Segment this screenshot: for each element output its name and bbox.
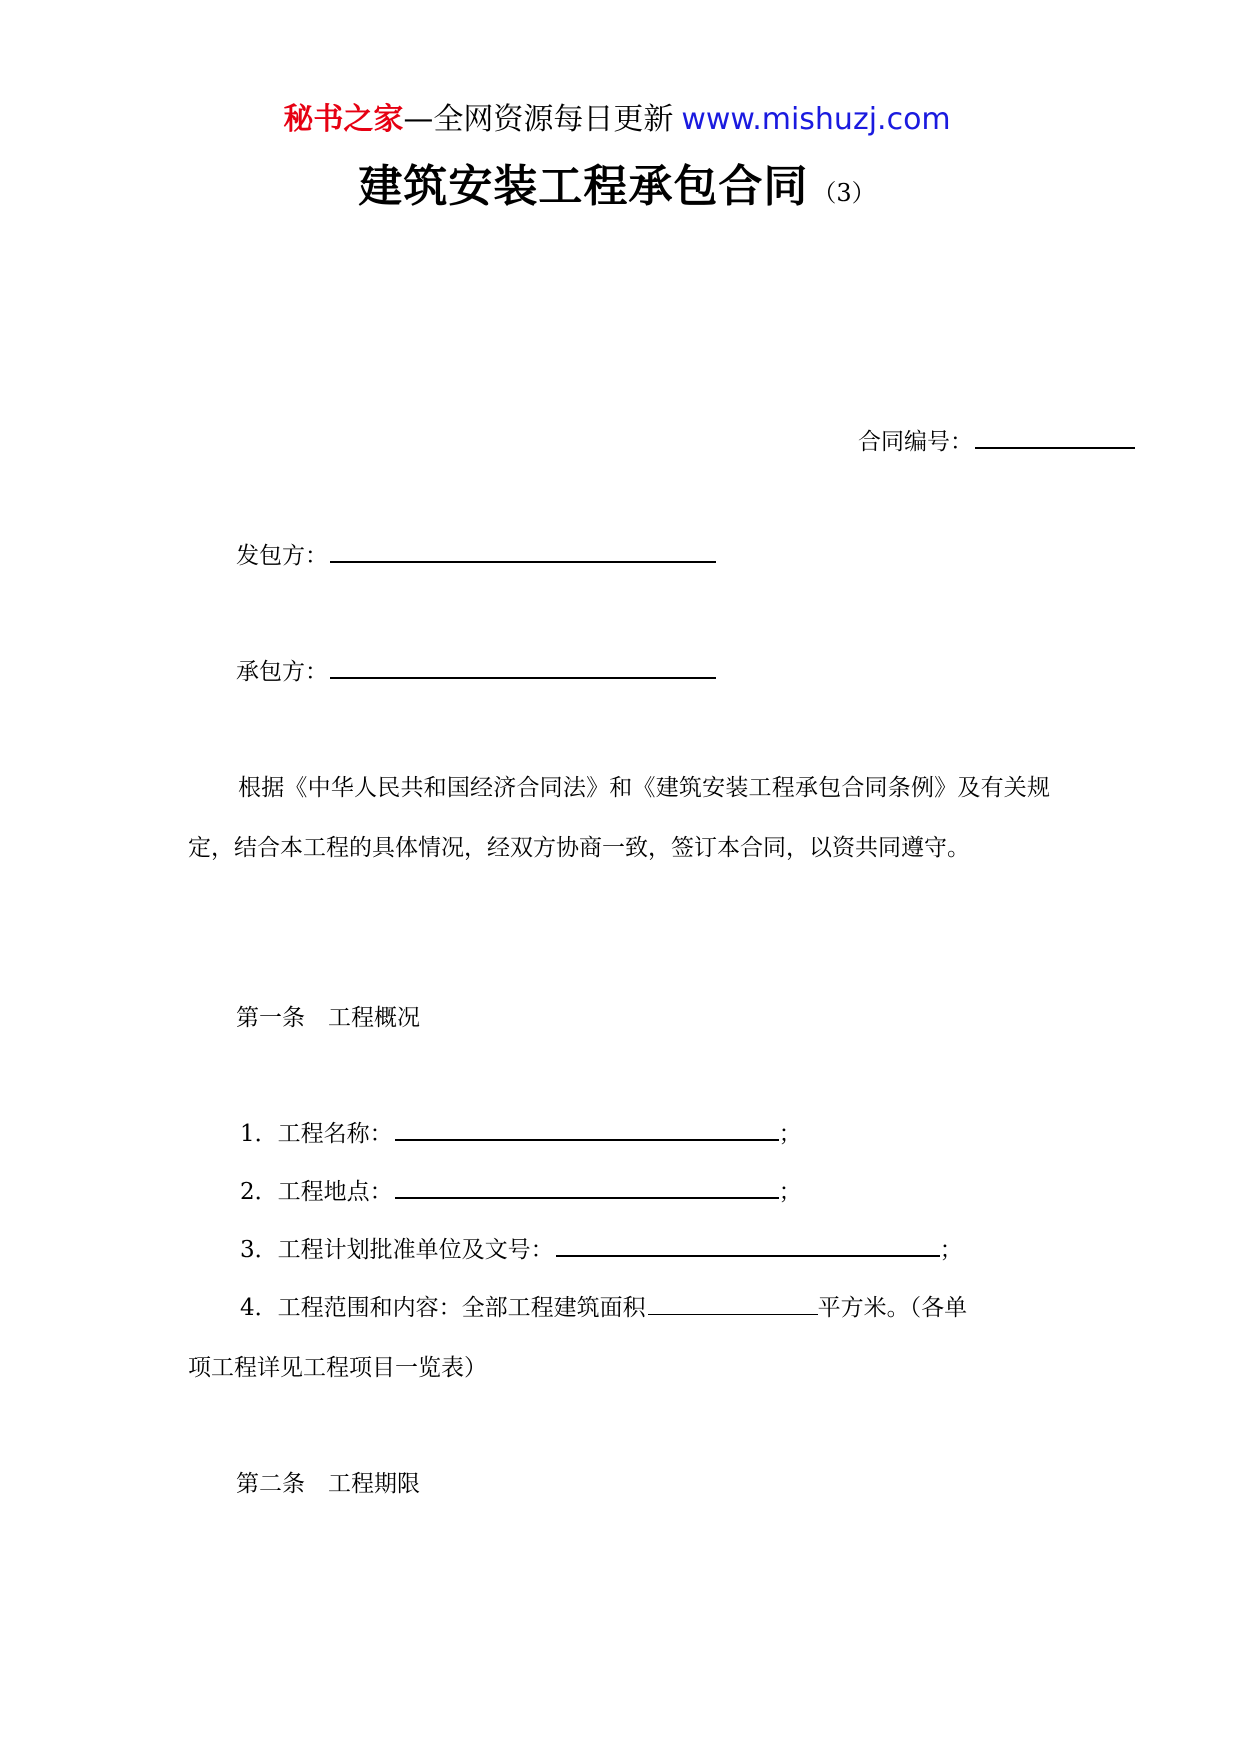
document-title-suffix: （3）	[812, 179, 876, 207]
site-header	[0, 98, 1234, 142]
article-1-item-1	[240, 1118, 802, 1150]
party-b-line	[236, 656, 716, 688]
contract-number-label: 合同编号：	[858, 429, 973, 455]
document-title	[0, 150, 1234, 214]
site-slogan: —全网资源每日更新	[403, 102, 674, 137]
item-end: ；	[778, 1179, 802, 1205]
contract-number-line	[858, 426, 1135, 458]
item-number: 4．	[240, 1295, 278, 1321]
item-blank	[556, 1235, 940, 1257]
article-1-heading: 第一条 工程概况	[236, 1005, 420, 1031]
intro-paragraph: 根据《中华人民共和国经济合同法》和《建筑安装工程承包合同条例》及有关规定，结合本工程的具体情况，经双方协商一致，签订本合同，以资共同遵守。	[188, 775, 1050, 861]
item-blank	[395, 1119, 779, 1141]
party-a-line	[236, 540, 716, 572]
item-end: 平方米。（各单	[817, 1295, 968, 1321]
article-1-item-3	[240, 1234, 963, 1266]
item-number: 1．	[240, 1121, 278, 1147]
item-blank	[648, 1294, 818, 1315]
site-url-link[interactable]: www.mishuzj.com	[681, 102, 951, 137]
article-2-heading: 第二条 工程期限	[236, 1471, 420, 1497]
item-end: ；	[939, 1237, 963, 1263]
site-brand: 秘书之家	[283, 102, 404, 137]
item-label: 工程名称：	[277, 1121, 393, 1147]
document-title-main: 建筑安装工程承包合同	[358, 161, 809, 212]
item-number: 3．	[240, 1237, 278, 1263]
item-label: 工程地点：	[277, 1179, 393, 1205]
party-b-blank	[330, 657, 716, 679]
contract-number-blank	[975, 427, 1135, 449]
party-a-blank	[330, 541, 716, 563]
party-b-label: 承包方：	[236, 659, 328, 685]
article-1-item-4	[240, 1292, 967, 1324]
item-number: 2．	[240, 1179, 278, 1205]
item-blank	[395, 1177, 779, 1199]
article-1-item-4-continued: 项工程详见工程项目一览表）	[188, 1355, 487, 1381]
item-label: 工程范围和内容：全部工程建筑面积	[277, 1295, 646, 1321]
item-end: ；	[778, 1121, 802, 1147]
article-1-item-2	[240, 1176, 802, 1208]
party-a-label: 发包方：	[236, 543, 328, 569]
item-label: 工程计划批准单位及文号：	[277, 1237, 554, 1263]
